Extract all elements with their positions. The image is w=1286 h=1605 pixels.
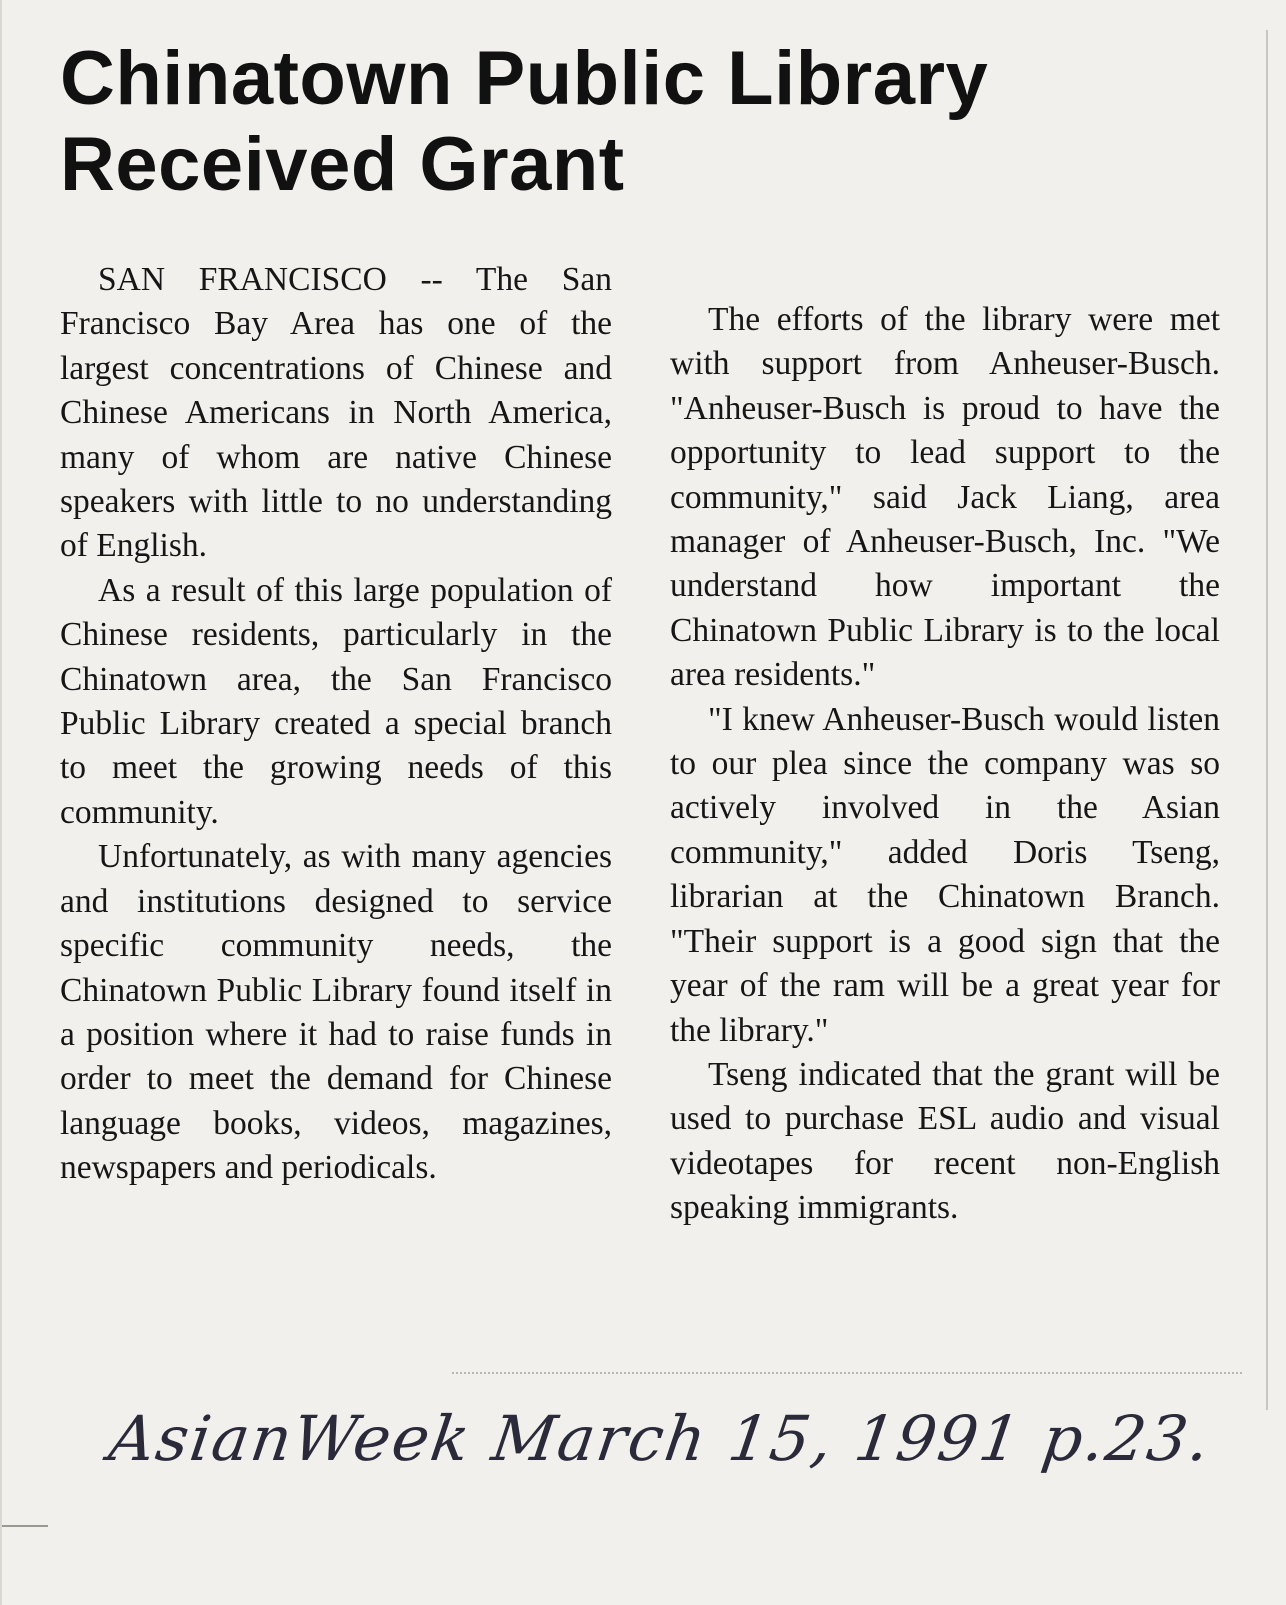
right-column — [670, 298, 1220, 1231]
paragraph-4: The efforts of the library were met with support from Anheuser-Busch. "Anheuser-Busch is proud to have the opportunity to lead support to the community," said Jack Liang, area manager of Anheuser-Busch, Inc. "We understand how important the Chinatown Public Library is to the local area residents." — [670, 301, 1220, 694]
paragraph-6: Tseng indicated that the grant will be used to purchase ESL audio and visual videotapes for recent non-English speaking immigrants. — [670, 1055, 1220, 1227]
clipping-edge — [1266, 30, 1268, 1410]
handwritten-citation — [104, 1402, 1217, 1512]
headline-line-1: Chinatown Public Library — [60, 36, 989, 121]
paragraph-5: "I knew Anheuser-Busch would listen to our plea since the company was so actively involved in the Asian community," added Doris Tseng, librarian at the Chinatown Branch. "Their support is a good sign that the year of the ram will be a great year for the library." — [670, 700, 1220, 1049]
scan-mark — [2, 1525, 48, 1527]
paragraph-1: SAN FRANCISCO -- The San Francisco Bay Area has one of the largest concentrations of Chinese and Chinese Americans in North America, many of whom are native Chinese speakers with little to no understanding of English. — [60, 261, 612, 565]
handwritten-note: AsianWeek March 15, 1991 p.23. — [104, 1402, 1217, 1475]
paragraph-2: As a result of this large population of Chinese residents, particularly in the Chinatown area, the San Francisco Public Library created a special branch to meet the growing needs of this community. — [60, 571, 612, 831]
left-column — [60, 258, 612, 1191]
headline-line-2: Received Grant — [60, 122, 625, 207]
paragraph-3: Unfortunately, as with many agencies and institutions designed to service specific community needs, the Chinatown Public Library found itself in a position where it had to raise funds in order to meet the demand for Chinese language books, videos, magazines, newspapers and periodicals. — [60, 838, 612, 1187]
bleed-through-marks — [452, 1372, 1242, 1380]
article-headline — [60, 36, 1240, 208]
